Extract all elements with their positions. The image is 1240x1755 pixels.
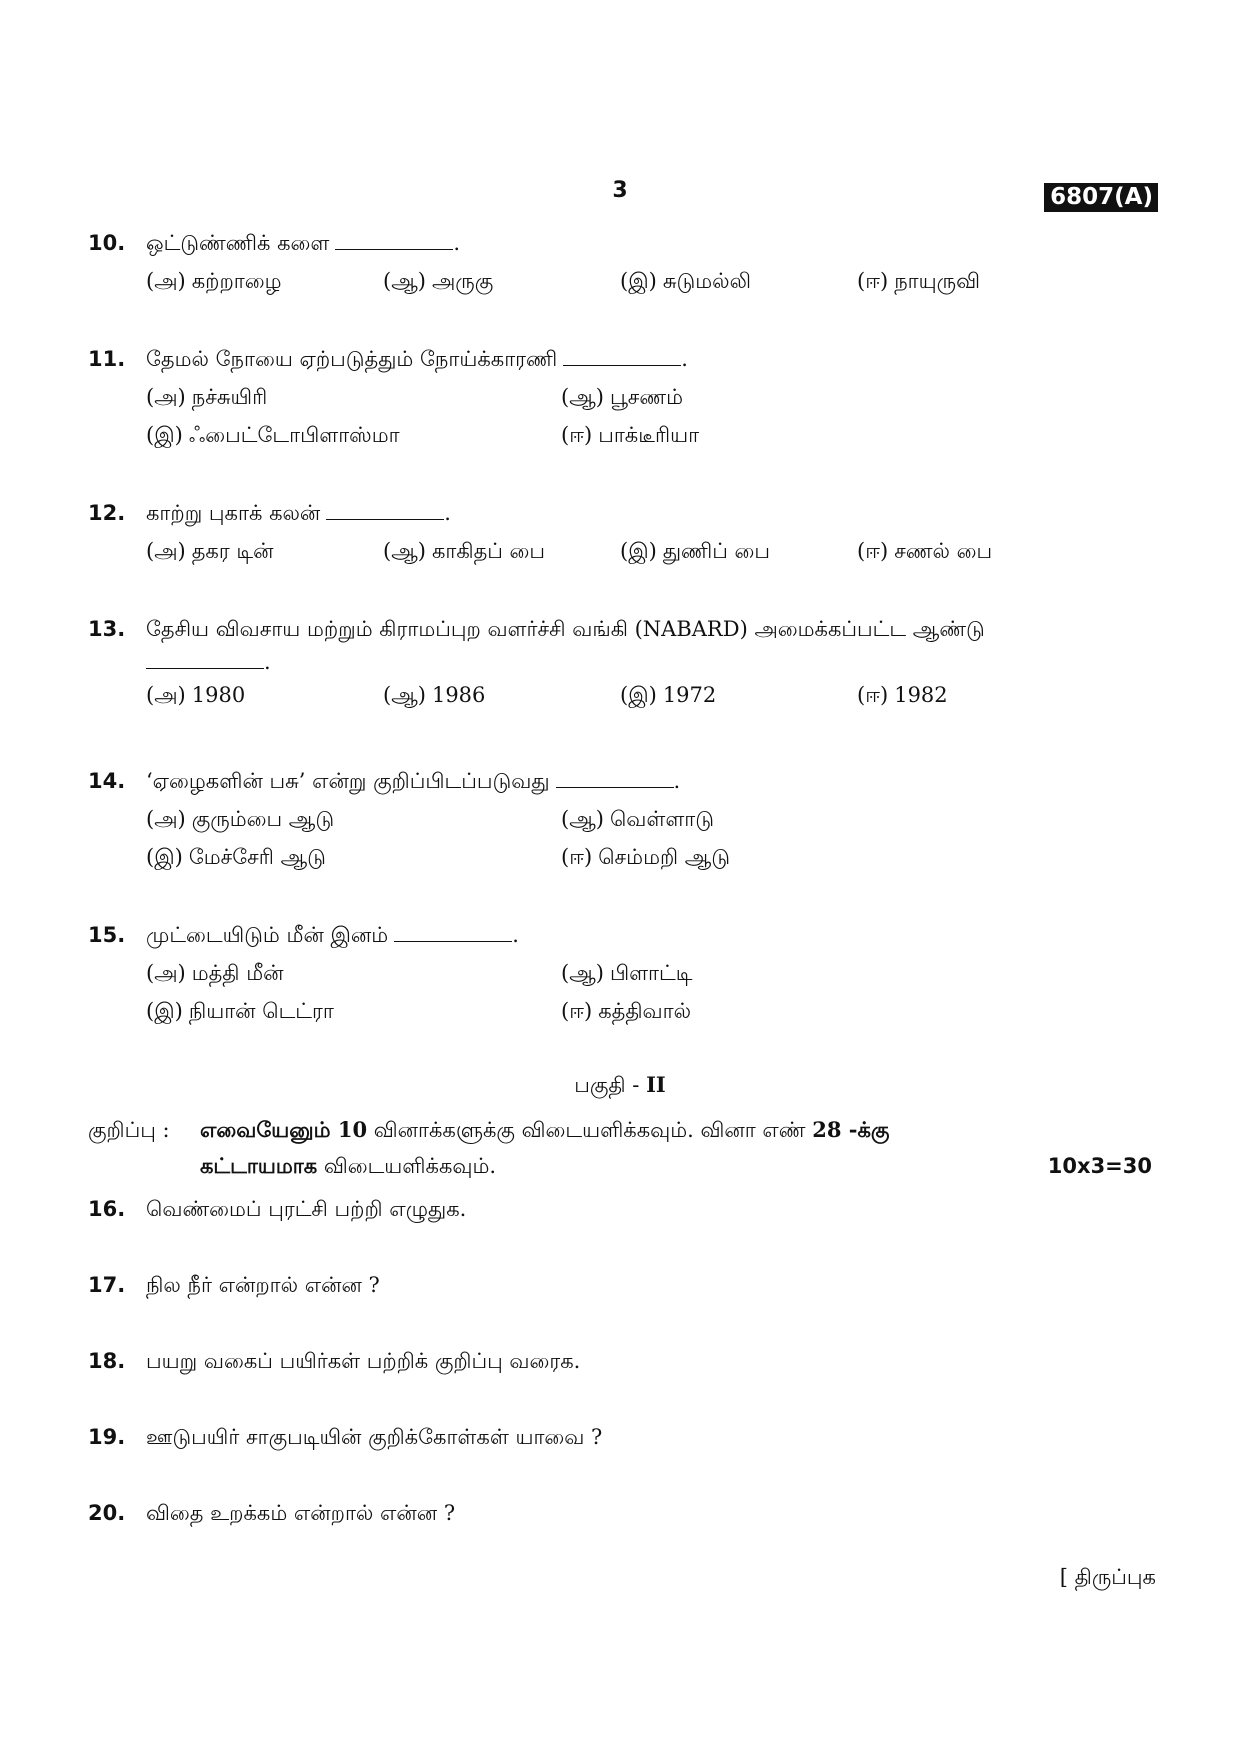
- question-number: 18.: [88, 1349, 126, 1373]
- question-10: 10. ஒட்டுண்ணிக் களை . (அ) கற்றாழை (ஆ) அருகு (இ) சுடுமல்லி (ஈ) நாயுருவி: [88, 224, 1158, 300]
- note-label: குறிப்பு :: [88, 1118, 170, 1142]
- option-ii: (ஈ) பாக்டீரியா: [561, 423, 700, 447]
- option-ii: (ஈ) 1982: [857, 683, 948, 707]
- question-number: 16.: [88, 1197, 126, 1221]
- question-text: ‘ஏழைகளின் பசு’ என்று குறிப்பிடப்படுவது: [146, 769, 550, 793]
- question-text: ஊடுபயிர் சாகுபடியின் குறிக்கோள்கள் யாவை ?: [146, 1425, 603, 1449]
- question-18: [88, 1342, 1158, 1380]
- option-aa: (ஆ) காகிதப் பை: [383, 539, 546, 563]
- option-ii: (ஈ) கத்திவால்: [561, 999, 692, 1023]
- options-row: [146, 532, 1158, 570]
- part-heading: பகுதி - II: [574, 1072, 666, 1097]
- question-text: முட்டையிடும் மீன் இனம்: [146, 923, 389, 947]
- question-16: [88, 1190, 1158, 1228]
- question-text: காற்று புகாக் கலன்: [146, 501, 321, 525]
- question-text: விதை உறக்கம் என்றால் என்ன ?: [146, 1501, 456, 1525]
- options-grid: [146, 954, 1158, 1030]
- option-a: (அ) மத்தி மீன்: [146, 961, 284, 985]
- marks-allocation: 10x3=30: [1047, 1154, 1152, 1178]
- question-number: 17.: [88, 1273, 126, 1297]
- options-row: [146, 262, 1158, 300]
- option-i: (இ) துணிப் பை: [620, 539, 771, 563]
- question-20: [88, 1494, 1158, 1532]
- answer-blank: [563, 345, 681, 366]
- options-row: [146, 676, 1158, 714]
- option-a: (அ) கற்றாழை: [146, 269, 282, 293]
- question-11: 11. தேமல் நோயை ஏற்படுத்தும் நோய்க்காரணி . (அ) நச்சுயிரி (ஆ) பூசணம் (இ) ஃபைட்டோபிளாஸ்மா (ஈ) பாக்டீரியா: [88, 340, 1158, 454]
- option-aa: (ஆ) பிளாட்டி: [561, 961, 693, 985]
- question-number: 20.: [88, 1501, 126, 1525]
- question-number: 13.: [88, 617, 126, 641]
- option-ii: (ஈ) செம்மறி ஆடு: [561, 845, 731, 869]
- answer-blank: [326, 499, 444, 520]
- option-a: (அ) தகர டின்: [146, 539, 274, 563]
- question-text: ஒட்டுண்ணிக் களை: [146, 231, 330, 255]
- option-a: (அ) குரும்பை ஆடு: [146, 807, 335, 831]
- question-number: 10.: [88, 231, 126, 255]
- page-number: 3: [612, 178, 628, 203]
- question-number: 12.: [88, 501, 126, 525]
- question-text: தேமல் நோயை ஏற்படுத்தும் நோய்க்காரணி: [146, 347, 558, 371]
- option-aa: (ஆ) 1986: [383, 683, 486, 707]
- question-15: 15. முட்டையிடும் மீன் இனம் . (அ) மத்தி மீன் (ஆ) பிளாட்டி (இ) நியான் டெட்ரா (ஈ) கத்திவால்: [88, 916, 1158, 1030]
- question-text: நில நீர் என்றால் என்ன ?: [146, 1273, 380, 1297]
- question-number: 19.: [88, 1425, 126, 1449]
- option-a: (அ) 1980: [146, 683, 246, 707]
- option-i: (இ) ஃபைட்டோபிளாஸ்மா: [146, 423, 400, 447]
- question-13: 13. தேசிய விவசாய மற்றும் கிராமப்புற வளர்ச்சி வங்கி (NABARD) அமைக்கப்பட்ட ஆண்டு . (அ) 1980 (ஆ) 1986 (இ) 1972 (ஈ) 1982: [88, 610, 1158, 714]
- question-12: 12. காற்று புகாக் கலன் . (அ) தகர டின் (ஆ) காகிதப் பை (இ) துணிப் பை (ஈ) சணல் பை: [88, 494, 1158, 570]
- option-i: (இ) 1972: [620, 683, 717, 707]
- answer-blank: [394, 921, 512, 942]
- option-aa: (ஆ) வெள்ளாடு: [561, 807, 715, 831]
- option-a: (அ) நச்சுயிரி: [146, 385, 268, 409]
- question-19: [88, 1418, 1158, 1456]
- paper-code-badge: 6807(A): [1044, 183, 1158, 212]
- option-aa: (ஆ) பூசணம்: [561, 385, 683, 409]
- options-grid: [146, 378, 1158, 454]
- option-ii: (ஈ) சணல் பை: [857, 539, 993, 563]
- answer-blank: [146, 648, 264, 669]
- answer-blank: [335, 229, 453, 250]
- question-number: 15.: [88, 923, 126, 947]
- option-i: (இ) சுடுமல்லி: [620, 269, 751, 293]
- question-number: 14.: [88, 769, 126, 793]
- question-17: [88, 1266, 1158, 1304]
- question-text: தேசிய விவசாய மற்றும் கிராமப்புற வளர்ச்சி வங்கி (NABARD) அமைக்கப்பட்ட ஆண்டு: [146, 617, 985, 641]
- option-ii: (ஈ) நாயுருவி: [857, 269, 981, 293]
- option-aa: (ஆ) அருகு: [383, 269, 494, 293]
- instructions-note: குறிப்பு : எவையேனும் 10 வினாக்களுக்கு விடையளிக்கவும். வினா எண் 28 -க்கு கட்டாயமாக விடையளிக்கவும். 10x3=30: [88, 1112, 1152, 1184]
- turn-over-note: [ திருப்புக: [1059, 1565, 1156, 1589]
- question-text: பயறு வகைப் பயிர்கள் பற்றிக் குறிப்பு வரைக.: [146, 1349, 581, 1373]
- options-grid: [146, 800, 1158, 876]
- question-14: 14. ‘ஏழைகளின் பசு’ என்று குறிப்பிடப்படுவது . (அ) குரும்பை ஆடு (ஆ) வெள்ளாடு (இ) மேச்சேரி ஆடு (ஈ) செம்மறி ஆடு: [88, 762, 1158, 876]
- question-number: 11.: [88, 347, 126, 371]
- answer-blank: [556, 767, 674, 788]
- option-i: (இ) நியான் டெட்ரா: [146, 999, 334, 1023]
- option-i: (இ) மேச்சேரி ஆடு: [146, 845, 326, 869]
- question-text: வெண்மைப் புரட்சி பற்றி எழுதுக.: [146, 1197, 467, 1221]
